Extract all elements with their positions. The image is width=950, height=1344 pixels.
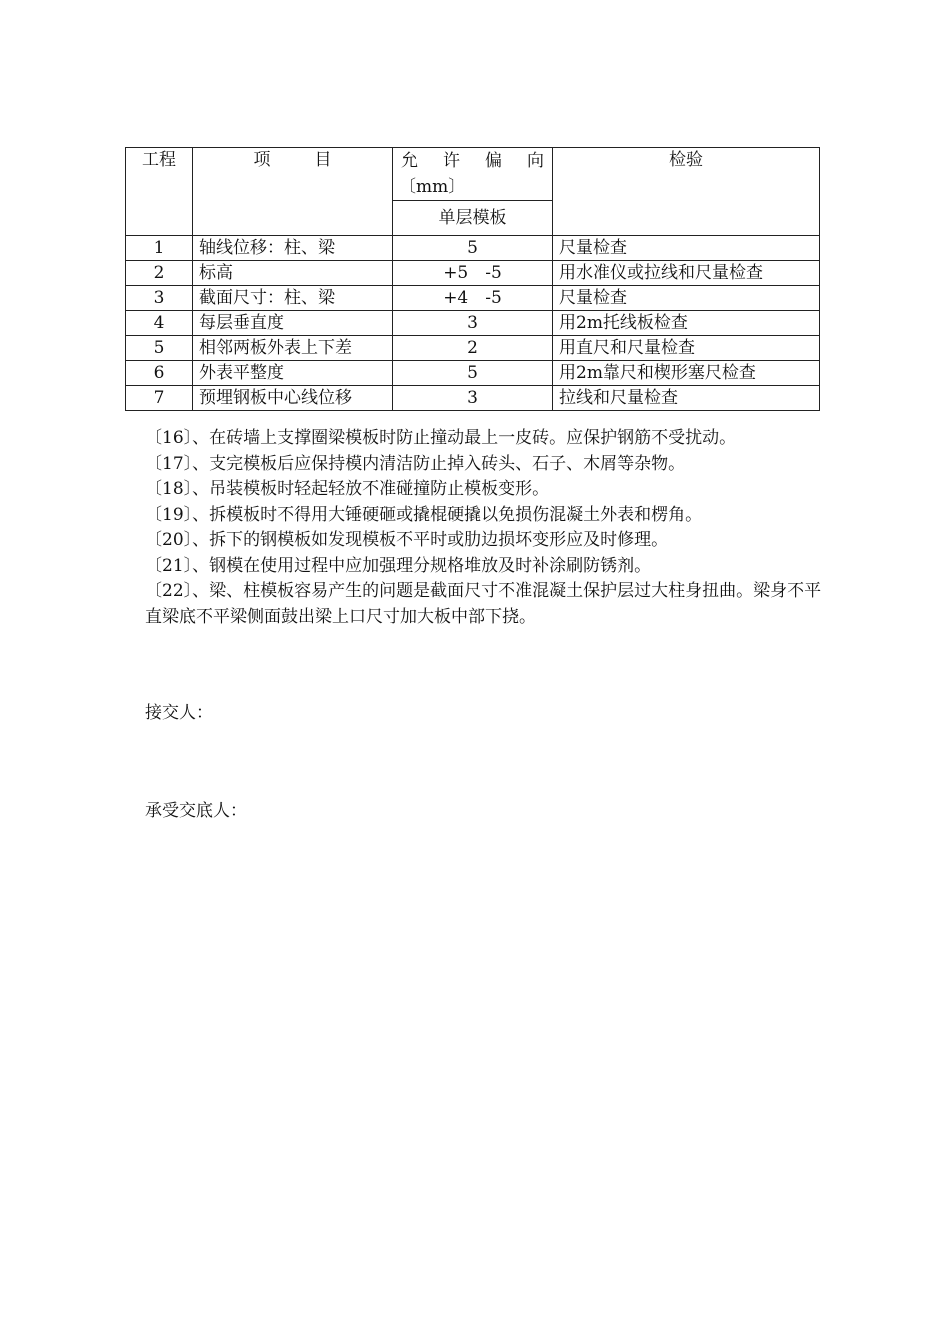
table-row bbox=[126, 261, 820, 286]
row-value: 5 bbox=[393, 236, 553, 261]
row-number: 3 bbox=[126, 286, 193, 311]
header-deviation-char-4: 向 bbox=[527, 151, 544, 171]
header-deviation bbox=[393, 148, 553, 201]
handover-signature-label: 接交人： bbox=[145, 703, 213, 723]
header-deviation-char-3: 偏 bbox=[485, 151, 502, 171]
row-number: 4 bbox=[126, 311, 193, 336]
row-number: 1 bbox=[126, 236, 193, 261]
note-19: 〔19〕、拆模板时不得用大锤硬砸或撬棍硬撬以免损伤混凝土外表和楞角。 bbox=[145, 504, 703, 525]
row-number: 7 bbox=[126, 386, 193, 411]
row-item: 标高 bbox=[193, 261, 393, 286]
header-deviation-sub: 单层模板 bbox=[393, 201, 553, 236]
header-deviation-char-2: 许 bbox=[443, 151, 460, 171]
note-20: 〔20〕、拆下的钢模板如发现模板不平时或肋边损坏变形应及时修理。 bbox=[145, 530, 669, 550]
row-item: 每层垂直度 bbox=[193, 311, 393, 336]
note-21: 〔21〕、钢模在使用过程中应加强理分规格堆放及时补涂刷防锈剂。 bbox=[145, 555, 652, 576]
header-deviation-char-1: 允 bbox=[401, 151, 418, 171]
table-row bbox=[126, 236, 820, 261]
header-item bbox=[193, 148, 393, 236]
row-method: 尺量检查 bbox=[553, 236, 820, 261]
row-item: 预埋钢板中心线位移 bbox=[193, 386, 393, 411]
row-value: 2 bbox=[393, 336, 553, 361]
row-method: 用2m托线板检查 bbox=[553, 311, 820, 336]
row-value: 3 bbox=[393, 311, 553, 336]
row-value: +4 -5 bbox=[393, 286, 553, 311]
note-16: 〔16〕、在砖墙上支撑圈梁模板时防止撞动最上一皮砖。应保护钢筋不受扰动。 bbox=[145, 428, 737, 448]
header-item-char-2: 目 bbox=[314, 150, 332, 170]
table-row bbox=[126, 361, 820, 386]
row-method: 用2m靠尺和楔形塞尺检查 bbox=[553, 361, 820, 386]
construction-notes bbox=[145, 426, 825, 630]
table-header-row bbox=[126, 148, 820, 201]
table-row bbox=[126, 336, 820, 361]
table-row bbox=[126, 386, 820, 411]
header-deviation-unit: 〔mm〕 bbox=[399, 177, 466, 197]
row-number: 5 bbox=[126, 336, 193, 361]
row-method: 用直尺和尺量检查 bbox=[553, 336, 820, 361]
row-value: 3 bbox=[393, 386, 553, 411]
row-item: 相邻两板外表上下差 bbox=[193, 336, 393, 361]
note-22: 〔22〕、梁、柱模板容易产生的问题是截面尺寸不准混凝土保护层过大柱身扭曲。梁身不平直梁底不平梁侧面鼓出梁上口尺寸加大板中部下挠。 bbox=[145, 581, 822, 627]
row-item: 轴线位移：柱、梁 bbox=[193, 236, 393, 261]
table-row bbox=[126, 286, 820, 311]
row-value: 5 bbox=[393, 361, 553, 386]
row-value: +5 -5 bbox=[393, 261, 553, 286]
note-18: 〔18〕、吊装模板时轻起轻放不准碰撞防止模板变形。 bbox=[145, 479, 550, 499]
header-item-char-1: 项 bbox=[253, 150, 271, 170]
header-check: 检验 bbox=[553, 148, 820, 236]
row-number: 6 bbox=[126, 361, 193, 386]
receiver-signature-label: 承受交底人： bbox=[145, 801, 247, 821]
note-17: 〔17〕、支完模板后应保持模内清洁防止掉入砖头、石子、木屑等杂物。 bbox=[145, 453, 686, 474]
row-method: 尺量检查 bbox=[553, 286, 820, 311]
formwork-tolerance-table bbox=[125, 147, 820, 411]
row-number: 2 bbox=[126, 261, 193, 286]
row-item: 外表平整度 bbox=[193, 361, 393, 386]
row-method: 用水准仪或拉线和尺量检查 bbox=[553, 261, 820, 286]
row-method: 拉线和尺量检查 bbox=[553, 386, 820, 411]
header-project: 工程 bbox=[126, 148, 193, 236]
table-row bbox=[126, 311, 820, 336]
row-item: 截面尺寸：柱、梁 bbox=[193, 286, 393, 311]
